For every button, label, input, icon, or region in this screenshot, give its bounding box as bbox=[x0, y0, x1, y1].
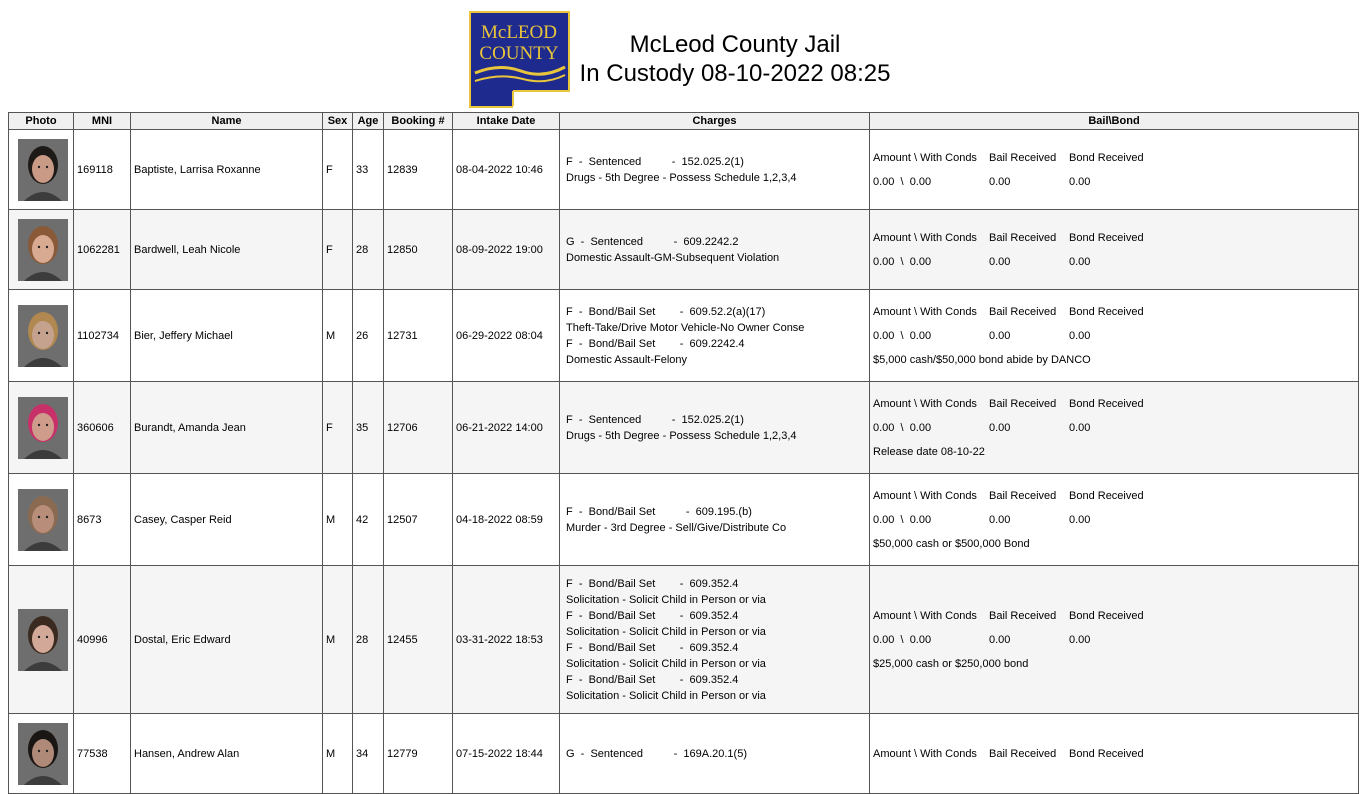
bail-bond-cell bbox=[870, 210, 1359, 290]
mni-cell: 8673 bbox=[74, 474, 131, 566]
inmate-photo[interactable] bbox=[18, 723, 68, 785]
booking-cell: 12507 bbox=[384, 474, 453, 566]
sex-cell: M bbox=[323, 290, 353, 382]
intake-date-cell: 06-29-2022 08:04 bbox=[453, 290, 560, 382]
charge-description: Solicitation - Solicit Child in Person or via bbox=[566, 625, 766, 638]
charge-heading: F - Sentenced - 152.025.2(1) bbox=[566, 155, 744, 168]
bail-bond-cell bbox=[870, 566, 1359, 714]
table-row bbox=[9, 382, 1359, 474]
charge-item bbox=[563, 672, 869, 704]
bail-received-label: Bail Received bbox=[989, 747, 1057, 760]
bail-bond-cell bbox=[870, 382, 1359, 474]
bail-bond-cell bbox=[870, 290, 1359, 382]
bond-received-label: Bond Received bbox=[1069, 747, 1144, 760]
charge-heading: F - Bond/Bail Set - 609.195.(b) bbox=[566, 505, 752, 518]
charge-description: Solicitation - Solicit Child in Person or via bbox=[566, 657, 766, 670]
age-cell: 33 bbox=[353, 130, 384, 210]
bond-received-label: Bond Received bbox=[1069, 231, 1144, 244]
inmate-table bbox=[8, 112, 1359, 794]
bond-labels bbox=[873, 146, 1358, 170]
sex-cell: M bbox=[323, 714, 353, 794]
inmate-photo[interactable] bbox=[18, 609, 68, 671]
bond-received-label: Bond Received bbox=[1069, 305, 1144, 318]
charge-item bbox=[563, 234, 869, 266]
table-header-row bbox=[9, 113, 1359, 130]
column-header-bail-bond: Bail\Bond bbox=[870, 113, 1359, 130]
charge-item bbox=[563, 746, 869, 762]
charge-item bbox=[563, 336, 869, 368]
charge-description: Domestic Assault-GM-Subsequent Violation bbox=[566, 251, 780, 264]
photo-cell bbox=[9, 130, 74, 210]
charges-cell bbox=[560, 130, 870, 210]
inmate-photo[interactable] bbox=[18, 489, 68, 551]
charge-item bbox=[563, 640, 869, 672]
name-cell: Baptiste, Larrisa Roxanne bbox=[131, 130, 323, 210]
charge-item bbox=[563, 154, 869, 186]
bail-received-value: 0.00 bbox=[989, 255, 1011, 268]
column-header-booking: Booking # bbox=[384, 113, 453, 130]
bond-note: Release date 08-10-22 bbox=[873, 445, 985, 458]
bond-values bbox=[873, 250, 1358, 274]
bond-values bbox=[873, 170, 1358, 194]
bond-received-value: 0.00 bbox=[1069, 329, 1091, 342]
charge-description: Solicitation - Solicit Child in Person or via bbox=[566, 593, 766, 606]
page-title: McLeod County Jail bbox=[629, 31, 841, 58]
charge-heading: F - Bond/Bail Set - 609.352.4 bbox=[566, 641, 739, 654]
custody-date: In Custody 08-10-2022 08:25 bbox=[579, 60, 891, 87]
age-cell: 34 bbox=[353, 714, 384, 794]
amount-label: Amount \ With Conds bbox=[873, 489, 977, 502]
amount-label: Amount \ With Conds bbox=[873, 151, 977, 164]
bond-received-value: 0.00 bbox=[1069, 513, 1091, 526]
charge-heading: G - Sentenced - 609.2242.2 bbox=[566, 235, 739, 248]
bail-received-label: Bail Received bbox=[989, 489, 1057, 502]
logo-text-line2: COUNTY bbox=[479, 43, 559, 64]
charge-heading: F - Bond/Bail Set - 609.352.4 bbox=[566, 673, 739, 686]
charge-item bbox=[563, 412, 869, 444]
charges-cell bbox=[560, 566, 870, 714]
booking-cell: 12731 bbox=[384, 290, 453, 382]
bond-values bbox=[873, 416, 1358, 440]
bond-received-value: 0.00 bbox=[1069, 255, 1091, 268]
name-cell: Bier, Jeffery Michael bbox=[131, 290, 323, 382]
bond-note: $5,000 cash/$50,000 bond abide by DANCO bbox=[873, 353, 1091, 366]
amount-label: Amount \ With Conds bbox=[873, 397, 977, 410]
charge-heading: F - Sentenced - 152.025.2(1) bbox=[566, 413, 744, 426]
table-row bbox=[9, 290, 1359, 382]
page-header bbox=[0, 0, 1366, 110]
age-cell: 26 bbox=[353, 290, 384, 382]
bond-labels bbox=[873, 226, 1358, 250]
charge-description: Murder - 3rd Degree - Sell/Give/Distribute Co bbox=[566, 521, 787, 534]
amount-value: 0.00 \ 0.00 bbox=[873, 329, 932, 342]
name-cell: Casey, Casper Reid bbox=[131, 474, 323, 566]
bond-values bbox=[873, 324, 1358, 348]
county-logo bbox=[469, 11, 570, 108]
age-cell: 42 bbox=[353, 474, 384, 566]
bond-values bbox=[873, 628, 1358, 652]
charge-item bbox=[563, 304, 869, 336]
booking-cell: 12779 bbox=[384, 714, 453, 794]
sex-cell: M bbox=[323, 566, 353, 714]
bail-received-value: 0.00 bbox=[989, 421, 1011, 434]
mni-cell: 40996 bbox=[74, 566, 131, 714]
charge-heading: F - Bond/Bail Set - 609.352.4 bbox=[566, 577, 739, 590]
sex-cell: F bbox=[323, 210, 353, 290]
inmate-photo[interactable] bbox=[18, 219, 68, 281]
bail-received-label: Bail Received bbox=[989, 151, 1057, 164]
charge-heading: F - Bond/Bail Set - 609.352.4 bbox=[566, 609, 739, 622]
table-row bbox=[9, 714, 1359, 794]
column-header-mni: MNI bbox=[74, 113, 131, 130]
charges-cell bbox=[560, 474, 870, 566]
amount-value: 0.00 \ 0.00 bbox=[873, 633, 932, 646]
age-cell: 35 bbox=[353, 382, 384, 474]
bond-received-label: Bond Received bbox=[1069, 609, 1144, 622]
photo-cell bbox=[9, 714, 74, 794]
charge-item bbox=[563, 576, 869, 608]
table-row bbox=[9, 210, 1359, 290]
booking-cell: 12839 bbox=[384, 130, 453, 210]
inmate-photo[interactable] bbox=[18, 305, 68, 367]
photo-cell bbox=[9, 566, 74, 714]
amount-label: Amount \ With Conds bbox=[873, 747, 977, 760]
age-cell: 28 bbox=[353, 566, 384, 714]
column-header-sex: Sex bbox=[323, 113, 353, 130]
table-row bbox=[9, 130, 1359, 210]
charge-description: Drugs - 5th Degree - Possess Schedule 1,2,3,4 bbox=[566, 171, 797, 184]
intake-date-cell: 03-31-2022 18:53 bbox=[453, 566, 560, 714]
bond-received-value: 0.00 bbox=[1069, 421, 1091, 434]
mni-cell: 360606 bbox=[74, 382, 131, 474]
amount-label: Amount \ With Conds bbox=[873, 609, 977, 622]
charge-heading: F - Bond/Bail Set - 609.52.2(a)(17) bbox=[566, 305, 766, 318]
amount-label: Amount \ With Conds bbox=[873, 305, 977, 318]
intake-date-cell: 08-04-2022 10:46 bbox=[453, 130, 560, 210]
charge-description: Theft-Take/Drive Motor Vehicle-No Owner Conse bbox=[566, 321, 805, 334]
bond-labels bbox=[873, 300, 1358, 324]
column-header-age: Age bbox=[353, 113, 384, 130]
column-header-photo: Photo bbox=[9, 113, 74, 130]
age-cell: 28 bbox=[353, 210, 384, 290]
amount-label: Amount \ With Conds bbox=[873, 231, 977, 244]
bond-labels bbox=[873, 392, 1358, 416]
charge-heading: F - Bond/Bail Set - 609.2242.4 bbox=[566, 337, 745, 350]
bail-received-value: 0.00 bbox=[989, 329, 1011, 342]
bail-received-value: 0.00 bbox=[989, 513, 1011, 526]
bond-note: $25,000 cash or $250,000 bond bbox=[873, 657, 1029, 670]
intake-date-cell: 08-09-2022 19:00 bbox=[453, 210, 560, 290]
charges-cell bbox=[560, 290, 870, 382]
name-cell: Bardwell, Leah Nicole bbox=[131, 210, 323, 290]
table-row bbox=[9, 474, 1359, 566]
booking-cell: 12706 bbox=[384, 382, 453, 474]
amount-value: 0.00 \ 0.00 bbox=[873, 513, 932, 526]
intake-date-cell: 04-18-2022 08:59 bbox=[453, 474, 560, 566]
amount-value: 0.00 \ 0.00 bbox=[873, 255, 932, 268]
bond-note: $50,000 cash or $500,000 Bond bbox=[873, 537, 1030, 550]
name-cell: Hansen, Andrew Alan bbox=[131, 714, 323, 794]
charge-item bbox=[563, 504, 869, 536]
mni-cell: 1062281 bbox=[74, 210, 131, 290]
amount-value: 0.00 \ 0.00 bbox=[873, 175, 932, 188]
logo-text-line1: McLEOD bbox=[481, 22, 557, 43]
bail-bond-cell bbox=[870, 130, 1359, 210]
charge-item bbox=[563, 608, 869, 640]
booking-cell: 12850 bbox=[384, 210, 453, 290]
sex-cell: F bbox=[323, 130, 353, 210]
bail-received-value: 0.00 bbox=[989, 175, 1011, 188]
column-header-name: Name bbox=[131, 113, 323, 130]
bond-received-label: Bond Received bbox=[1069, 397, 1144, 410]
amount-value: 0.00 \ 0.00 bbox=[873, 421, 932, 434]
photo-cell bbox=[9, 474, 74, 566]
charges-cell bbox=[560, 210, 870, 290]
mni-cell: 1102734 bbox=[74, 290, 131, 382]
column-header-charges: Charges bbox=[560, 113, 870, 130]
bond-labels bbox=[873, 742, 1358, 766]
charge-description: Drugs - 5th Degree - Possess Schedule 1,2,3,4 bbox=[566, 429, 797, 442]
column-header-intake-date: Intake Date bbox=[453, 113, 560, 130]
bail-received-label: Bail Received bbox=[989, 231, 1057, 244]
bail-received-label: Bail Received bbox=[989, 609, 1057, 622]
name-cell: Dostal, Eric Edward bbox=[131, 566, 323, 714]
mni-cell: 169118 bbox=[74, 130, 131, 210]
bond-labels bbox=[873, 604, 1358, 628]
charges-cell bbox=[560, 714, 870, 794]
intake-date-cell: 07-15-2022 18:44 bbox=[453, 714, 560, 794]
booking-cell: 12455 bbox=[384, 566, 453, 714]
sex-cell: M bbox=[323, 474, 353, 566]
bond-labels bbox=[873, 484, 1358, 508]
sex-cell: F bbox=[323, 382, 353, 474]
bail-received-value: 0.00 bbox=[989, 633, 1011, 646]
inmate-photo[interactable] bbox=[18, 397, 68, 459]
bond-values bbox=[873, 508, 1358, 532]
intake-date-cell: 06-21-2022 14:00 bbox=[453, 382, 560, 474]
photo-cell bbox=[9, 210, 74, 290]
charges-cell bbox=[560, 382, 870, 474]
bail-bond-cell bbox=[870, 474, 1359, 566]
photo-cell bbox=[9, 290, 74, 382]
name-cell: Burandt, Amanda Jean bbox=[131, 382, 323, 474]
bail-received-label: Bail Received bbox=[989, 305, 1057, 318]
bail-received-label: Bail Received bbox=[989, 397, 1057, 410]
bond-received-label: Bond Received bbox=[1069, 489, 1144, 502]
table-row bbox=[9, 566, 1359, 714]
mni-cell: 77538 bbox=[74, 714, 131, 794]
bond-received-value: 0.00 bbox=[1069, 633, 1091, 646]
charge-heading: G - Sentenced - 169A.20.1(5) bbox=[566, 747, 747, 760]
photo-cell bbox=[9, 382, 74, 474]
bond-received-value: 0.00 bbox=[1069, 175, 1091, 188]
inmate-photo[interactable] bbox=[18, 139, 68, 201]
charge-description: Domestic Assault-Felony bbox=[566, 353, 688, 366]
charge-description: Solicitation - Solicit Child in Person or via bbox=[566, 689, 766, 702]
bond-received-label: Bond Received bbox=[1069, 151, 1144, 164]
bail-bond-cell bbox=[870, 714, 1359, 794]
